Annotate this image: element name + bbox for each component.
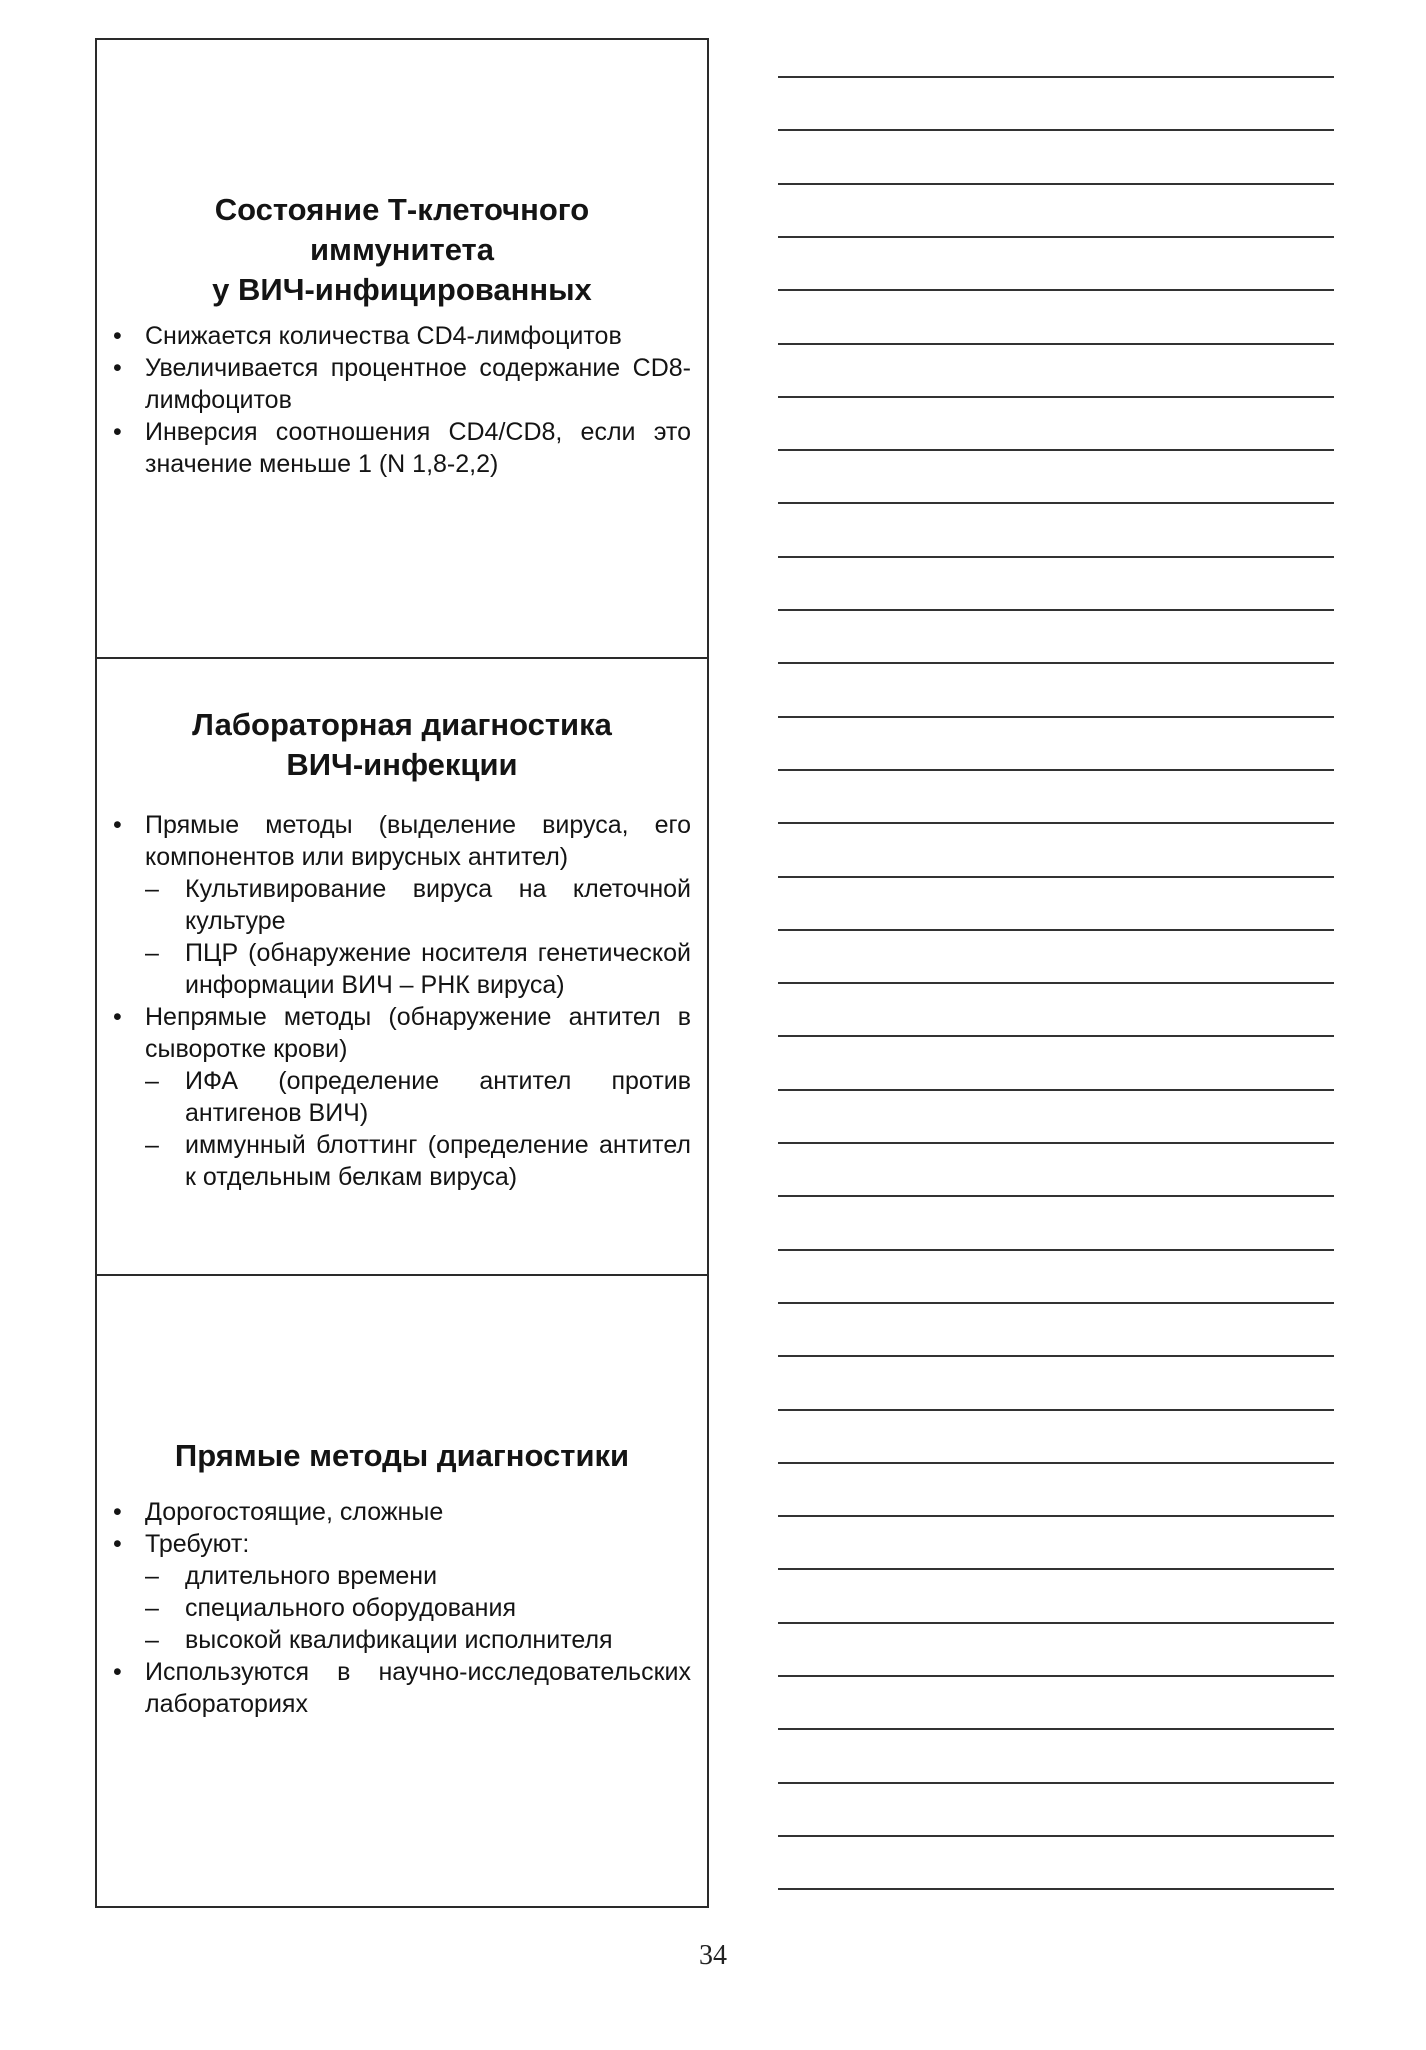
bullet-item: • Увеличивается процентное содержание CD8-лимфоцитов xyxy=(97,352,707,416)
note-line xyxy=(778,1515,1334,1517)
note-line xyxy=(778,289,1334,291)
slide-title xyxy=(97,190,707,310)
note-line xyxy=(778,1355,1334,1357)
slide-title-line: Состояние Т-клеточного xyxy=(214,192,590,227)
note-line xyxy=(778,1035,1334,1037)
sub-item: – Культивирование вируса на клеточной культуре xyxy=(97,873,707,937)
slide-title xyxy=(97,1436,707,1476)
bullet-item: • Инверсия соотношения CD4/CD8, если это значение меньше 1 (N 1,8-2,2) xyxy=(97,416,707,480)
bullet-item: • Непрямые методы (обнаружение антител в сыворотке крови) xyxy=(97,1001,707,1065)
slide-t-cell-immunity xyxy=(97,40,707,657)
slide-direct-methods xyxy=(97,1274,707,1906)
sub-item: – высокой квалификации исполнителя xyxy=(97,1624,707,1656)
note-line xyxy=(778,129,1334,131)
bullet-item: • Требуют: xyxy=(97,1528,707,1560)
note-line xyxy=(778,876,1334,878)
slide-title-line: ВИЧ-инфекции xyxy=(286,747,518,782)
sub-item: – длительного времени xyxy=(97,1560,707,1592)
note-line xyxy=(778,556,1334,558)
sub-item: – ИФА (определение антител против антигенов ВИЧ) xyxy=(97,1065,707,1129)
note-line xyxy=(778,449,1334,451)
note-line xyxy=(778,1782,1334,1784)
note-line xyxy=(778,769,1334,771)
slide-title-line: Лабораторная диагностика xyxy=(192,707,612,742)
note-line xyxy=(778,1462,1334,1464)
bullet-list xyxy=(97,809,707,1193)
note-line xyxy=(778,609,1334,611)
sub-item: – ПЦР (обнаружение носителя генетической информации ВИЧ – РНК вируса) xyxy=(97,937,707,1001)
note-line xyxy=(778,236,1334,238)
note-line xyxy=(778,1195,1334,1197)
note-line xyxy=(778,343,1334,345)
note-line xyxy=(778,1622,1334,1624)
note-line xyxy=(778,183,1334,185)
note-line xyxy=(778,662,1334,664)
sub-item: – специального оборудования xyxy=(97,1592,707,1624)
slide-title-line: иммунитета xyxy=(310,232,494,267)
sub-item: – иммунный блоттинг (определение антител к отдельным белкам вируса) xyxy=(97,1129,707,1193)
note-line xyxy=(778,396,1334,398)
note-line xyxy=(778,1728,1334,1730)
note-line xyxy=(778,1249,1334,1251)
bullet-item: • Дорогостоящие, сложные xyxy=(97,1496,707,1528)
note-line xyxy=(778,1568,1334,1570)
slide-title-line: Прямые методы диагностики xyxy=(174,1438,630,1473)
slide-lab-diagnostics xyxy=(97,657,707,1274)
note-line xyxy=(778,929,1334,931)
note-line xyxy=(778,716,1334,718)
bullet-item: • Снижается количества CD4-лимфоцитов xyxy=(97,320,707,352)
note-line xyxy=(778,822,1334,824)
page-number: 34 xyxy=(699,1940,727,1971)
note-line xyxy=(778,76,1334,78)
bullet-item: • Используются в научно-исследовательских лабораториях xyxy=(97,1656,707,1720)
note-line xyxy=(778,1142,1334,1144)
slide-title xyxy=(97,705,707,785)
bullet-list xyxy=(97,320,707,480)
note-line xyxy=(778,1409,1334,1411)
note-line xyxy=(778,982,1334,984)
slides-column xyxy=(95,38,709,1908)
note-line xyxy=(778,1888,1334,1890)
bullet-item: • Прямые методы (выделение вируса, его компонентов или вирусных антител) xyxy=(97,809,707,873)
note-line xyxy=(778,1835,1334,1837)
note-line xyxy=(778,1675,1334,1677)
note-line xyxy=(778,1302,1334,1304)
note-line xyxy=(778,502,1334,504)
notes-lines-column xyxy=(778,0,1334,1900)
bullet-list xyxy=(97,1496,707,1720)
slide-title-line: у ВИЧ-инфицированных xyxy=(212,272,592,307)
note-line xyxy=(778,1089,1334,1091)
